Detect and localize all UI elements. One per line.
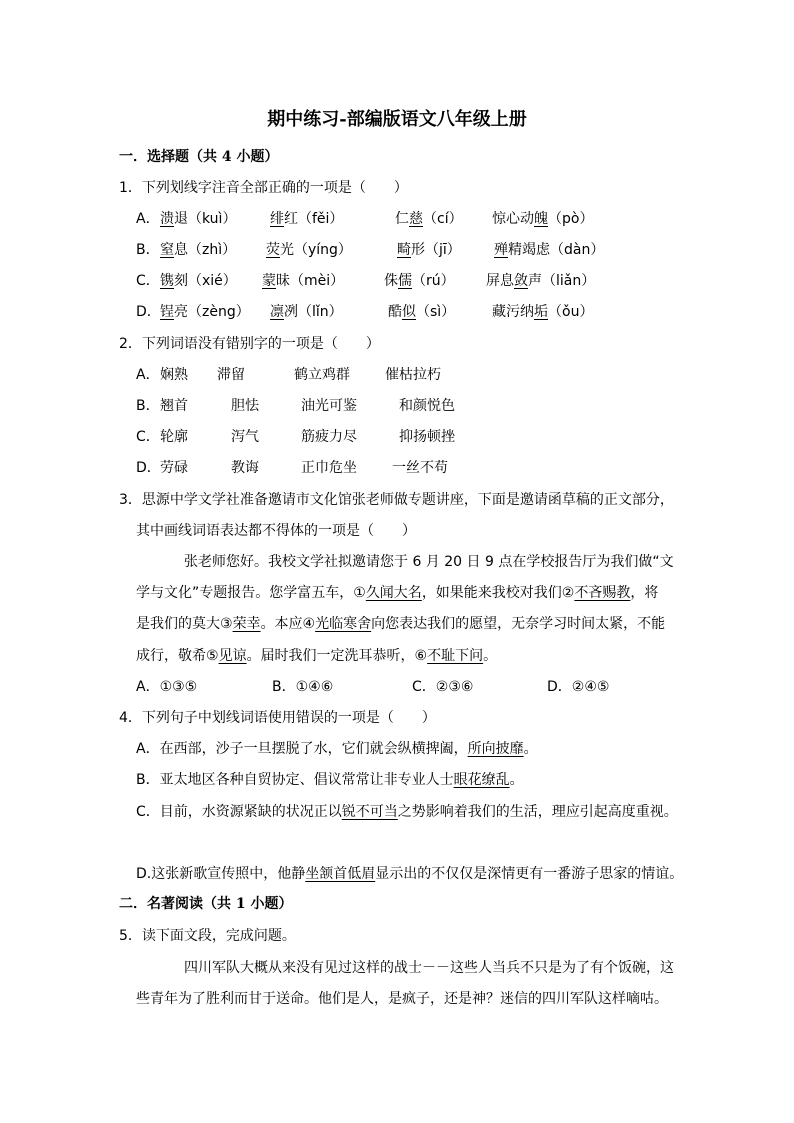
word: 泻气 bbox=[231, 429, 259, 445]
pinyin-item: 锃亮（zèng） bbox=[160, 304, 250, 320]
q4-option-b: B．亚太地区各种自贸协定、倡议常常让非专业人士眼花缭乱。 bbox=[136, 772, 524, 788]
section-heading-choice: 一．选择题（共 4 小题） bbox=[119, 149, 279, 165]
passage-line: 四川军队大概从来没有见过这样的战士－－这些人当兵不只是为了有个饭碗，这 bbox=[184, 960, 674, 976]
option-label: B． bbox=[136, 242, 160, 258]
pinyin-item: 凛冽（lǐn） bbox=[270, 304, 343, 320]
pinyin-item: 窒息（zhì） bbox=[160, 242, 237, 258]
word: 劳碌 bbox=[160, 460, 188, 476]
word: 翘首 bbox=[160, 398, 188, 414]
pinyin-item: 蒙昧（mèi） bbox=[262, 273, 345, 289]
word: 催枯拉朽 bbox=[385, 367, 441, 383]
word: 娴熟 bbox=[160, 367, 188, 383]
option-label: B． bbox=[136, 398, 160, 414]
pinyin-item: 仁慈（cí） bbox=[395, 211, 463, 227]
pinyin-item: 藏污纳垢（ǒu） bbox=[492, 304, 594, 320]
page-title: 期中练习-部编版语文八年级上册 bbox=[267, 109, 527, 130]
pinyin-item: 屏息敛声（liǎn） bbox=[486, 273, 596, 289]
question-1-stem: 1．下列划线字注音全部正确的一项是（ ） bbox=[119, 180, 408, 196]
pinyin-item: 畸形（jī） bbox=[397, 242, 461, 258]
passage-line: 张老师您好。我校文学社拟邀请您于 6 月 20 日 9 点在学校报告厅为我们做“文 bbox=[184, 554, 674, 570]
pinyin-item: 荧光（yíng） bbox=[266, 242, 352, 258]
pinyin-item: 酷似（sì） bbox=[388, 304, 456, 320]
pinyin-item: 溃退（kuì） bbox=[160, 211, 237, 227]
option-label: C． bbox=[136, 273, 160, 289]
pinyin-item: 惊心动魄（pò） bbox=[492, 211, 594, 227]
question-3-stem-line1: 3．思源中学文学社准备邀请市文化馆张老师做专题讲座，下面是邀请函草稿的正文部分， bbox=[119, 492, 674, 508]
word: 和颜悦色 bbox=[399, 398, 455, 414]
passage-line: 些青年为了胜利而甘于送命。他们是人，是疯子，还是神？迷信的四川军队这样嘀咕。 bbox=[136, 991, 668, 1007]
option-label: A． bbox=[136, 367, 160, 383]
word: 筋疲力尽 bbox=[301, 429, 357, 445]
option-c: C．②③⑥ bbox=[412, 679, 474, 695]
option-d: D．②④⑤ bbox=[547, 679, 610, 695]
passage-line: 是我们的莫大③荣幸。本应④光临寒舍向您表达我们的愿望，无奈学习时间太紧，不能 bbox=[136, 616, 666, 632]
option-label: A． bbox=[136, 211, 160, 227]
question-3-stem-line2: 其中画线词语表达都不得体的一项是（ ） bbox=[136, 523, 416, 539]
option-a: A．①③⑤ bbox=[136, 679, 198, 695]
pinyin-item: 殚精竭虑（dàn） bbox=[494, 242, 605, 258]
word: 鹤立鸡群 bbox=[294, 367, 350, 383]
word: 轮廓 bbox=[160, 429, 188, 445]
word: 滞留 bbox=[217, 367, 245, 383]
passage-line: 学与文化”专题报告。您学富五车，①久闻大名，如果能来我校对我们②不吝赐教，将 bbox=[136, 585, 659, 601]
question-5-stem: 5．读下面文段，完成问题。 bbox=[119, 928, 296, 944]
option-label: D． bbox=[136, 304, 161, 320]
option-label: D． bbox=[136, 460, 161, 476]
question-4-stem: 4．下列句子中划线词语使用错误的一项是（ ） bbox=[119, 710, 436, 726]
question-2-stem: 2．下列词语没有错别字的一项是（ ） bbox=[119, 336, 380, 352]
passage-line: 成行，敬希⑤见谅。届时我们一定洗耳恭听，⑥不耻下问。 bbox=[136, 648, 498, 664]
pinyin-item: 镌刻（xié） bbox=[160, 273, 237, 289]
word: 一丝不苟 bbox=[392, 460, 448, 476]
word: 教诲 bbox=[231, 460, 259, 476]
option-label: C． bbox=[136, 429, 160, 445]
word: 正巾危坐 bbox=[301, 460, 357, 476]
section-heading-reading: 二．名著阅读（共 1 小题） bbox=[119, 896, 293, 912]
word: 抑扬顿挫 bbox=[399, 429, 455, 445]
word: 胆怯 bbox=[231, 398, 259, 414]
word: 油光可鉴 bbox=[301, 398, 357, 414]
pinyin-item: 侏儒（rú） bbox=[384, 273, 455, 289]
option-b: B．①④⑥ bbox=[272, 679, 334, 695]
q4-option-a: A．在西部，沙子一旦摆脱了水，它们就会纵横捭阖，所向披靡。 bbox=[136, 741, 538, 757]
pinyin-item: 绯红（fěi） bbox=[270, 211, 344, 227]
q4-option-c: C．目前，水资源紧缺的状况正以锐不可当之势影响着我们的生活，理应引起高度重视。 bbox=[136, 804, 678, 820]
q4-option-d: D.这张新歌宣传照中，他静坐颔首低眉显示出的不仅仅是深情更有一番游子思家的情谊。 bbox=[136, 866, 684, 882]
